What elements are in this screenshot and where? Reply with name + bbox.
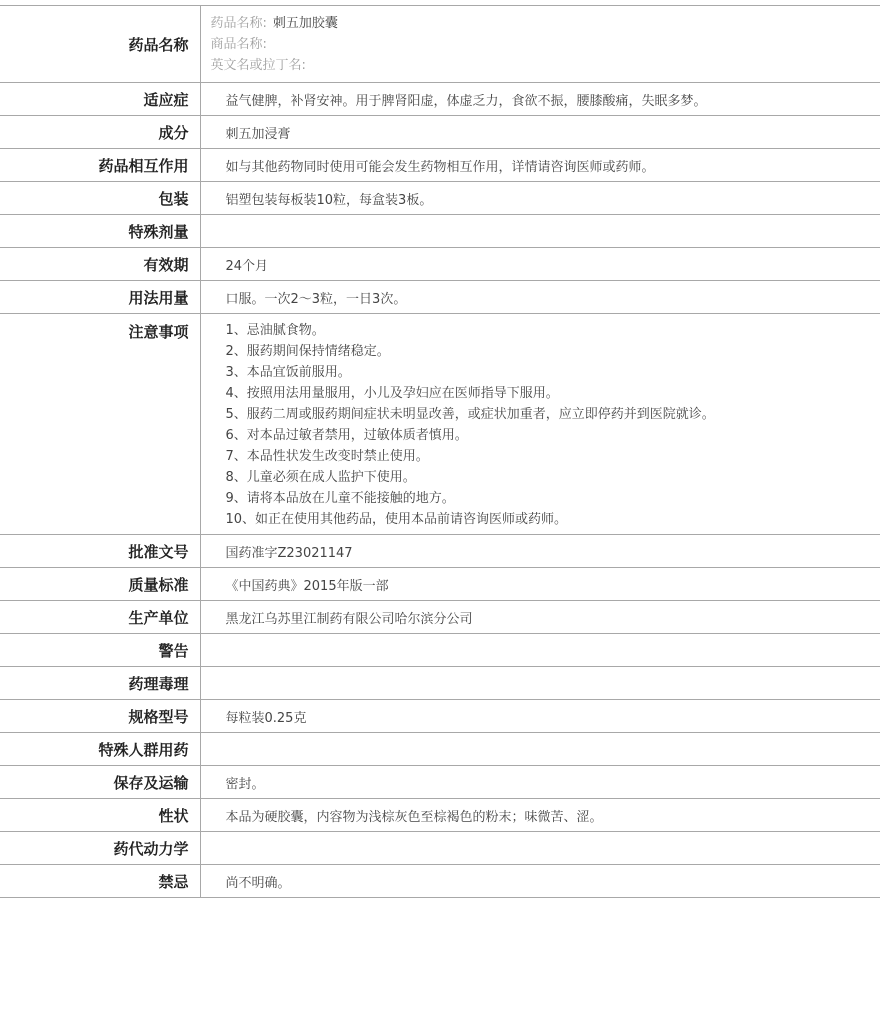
label-indications: 适应症 <box>0 83 200 116</box>
label-validity: 有效期 <box>0 248 200 281</box>
value-manufacturer: 黑龙江乌苏里江制药有限公司哈尔滨分公司 <box>200 601 880 634</box>
label-interactions: 药品相互作用 <box>0 149 200 182</box>
value-contraindications: 尚不明确。 <box>200 865 880 898</box>
label-ingredients: 成分 <box>0 116 200 149</box>
label-precautions: 注意事项 <box>0 314 200 535</box>
value-special-dose <box>200 215 880 248</box>
precaution-item: 3、本品宜饭前服用。 <box>225 365 351 380</box>
precaution-item: 10、如正在使用其他药品，使用本品前请咨询医师或药师。 <box>225 512 568 527</box>
value-indications: 益气健脾，补肾安神。用于脾肾阳虚，体虚乏力，食欲不振，腰膝酸痛，失眠多梦。 <box>200 83 880 116</box>
value-usage: 口服。一次2～3粒，一日3次。 <box>200 281 880 314</box>
label-manufacturer: 生产单位 <box>0 601 200 634</box>
precaution-item: 5、服药二周或服药期间症状未明显改善，或症状加重者，应立即停药并到医院就诊。 <box>225 407 715 422</box>
row-contraindications <box>0 865 880 898</box>
row-precautions <box>0 314 880 535</box>
english-name-line <box>211 55 880 76</box>
row-interactions <box>0 149 880 182</box>
row-manufacturer <box>0 601 880 634</box>
precaution-item: 6、对本品过敏者禁用，过敏体质者慎用。 <box>225 428 468 443</box>
row-storage <box>0 766 880 799</box>
row-packaging <box>0 182 880 215</box>
row-specification <box>0 700 880 733</box>
label-warning: 警告 <box>0 634 200 667</box>
value-packaging: 铝塑包装每板装10粒，每盒装3板。 <box>200 182 880 215</box>
trade-name-key: 商品名称: <box>210 36 267 52</box>
row-approval <box>0 535 880 568</box>
row-indications <box>0 83 880 116</box>
row-warning <box>0 634 880 667</box>
precautions-list <box>226 320 880 530</box>
label-usage: 用法用量 <box>0 281 200 314</box>
label-special-population: 特殊人群用药 <box>0 733 200 766</box>
trade-name-line <box>211 34 880 55</box>
english-name-key: 英文名或拉丁名: <box>210 57 306 73</box>
generic-name-line <box>211 13 880 34</box>
value-ingredients: 刺五加浸膏 <box>200 116 880 149</box>
label-storage: 保存及运输 <box>0 766 200 799</box>
value-special-population <box>200 733 880 766</box>
precaution-item: 7、本品性状发生改变时禁止使用。 <box>225 449 429 464</box>
label-contraindications: 禁忌 <box>0 865 200 898</box>
value-standard: 《中国药典》2015年版一部 <box>200 568 880 601</box>
value-toxicology <box>200 667 880 700</box>
value-storage: 密封。 <box>200 766 880 799</box>
drug-spec-table <box>0 5 880 898</box>
value-validity: 24个月 <box>200 248 880 281</box>
label-special-dose: 特殊剂量 <box>0 215 200 248</box>
value-pharmacokinetics <box>200 832 880 865</box>
precaution-item: 2、服药期间保持情绪稳定。 <box>225 344 390 359</box>
row-special-dose <box>0 215 880 248</box>
row-drug-name <box>0 6 880 83</box>
label-toxicology: 药理毒理 <box>0 667 200 700</box>
label-specification: 规格型号 <box>0 700 200 733</box>
row-special-population <box>0 733 880 766</box>
label-appearance: 性状 <box>0 799 200 832</box>
row-toxicology <box>0 667 880 700</box>
row-validity <box>0 248 880 281</box>
value-approval: 国药准字Z23021147 <box>200 535 880 568</box>
generic-name-key: 药品名称: <box>210 15 267 31</box>
value-warning <box>200 634 880 667</box>
label-pharmacokinetics: 药代动力学 <box>0 832 200 865</box>
precaution-item: 8、儿童必须在成人监护下使用。 <box>225 470 416 485</box>
precaution-item: 1、忌油腻食物。 <box>225 323 325 338</box>
precaution-item: 4、按照用法用量服用，小儿及孕妇应在医师指导下服用。 <box>225 386 559 401</box>
label-drug-name: 药品名称 <box>0 6 200 83</box>
label-packaging: 包装 <box>0 182 200 215</box>
value-drug-name <box>200 6 880 83</box>
row-usage <box>0 281 880 314</box>
value-appearance: 本品为硬胶囊，内容物为浅棕灰色至棕褐色的粉末；味微苦、涩。 <box>200 799 880 832</box>
label-standard: 质量标准 <box>0 568 200 601</box>
value-precautions <box>200 314 880 535</box>
row-pharmacokinetics <box>0 832 880 865</box>
value-interactions: 如与其他药物同时使用可能会发生药物相互作用，详情请咨询医师或药师。 <box>200 149 880 182</box>
row-standard <box>0 568 880 601</box>
generic-name-value: 刺五加胶囊 <box>272 15 338 31</box>
label-approval: 批准文号 <box>0 535 200 568</box>
row-appearance <box>0 799 880 832</box>
row-ingredients <box>0 116 880 149</box>
value-specification: 每粒装0.25克 <box>200 700 880 733</box>
precaution-item: 9、请将本品放在儿童不能接触的地方。 <box>225 491 455 506</box>
